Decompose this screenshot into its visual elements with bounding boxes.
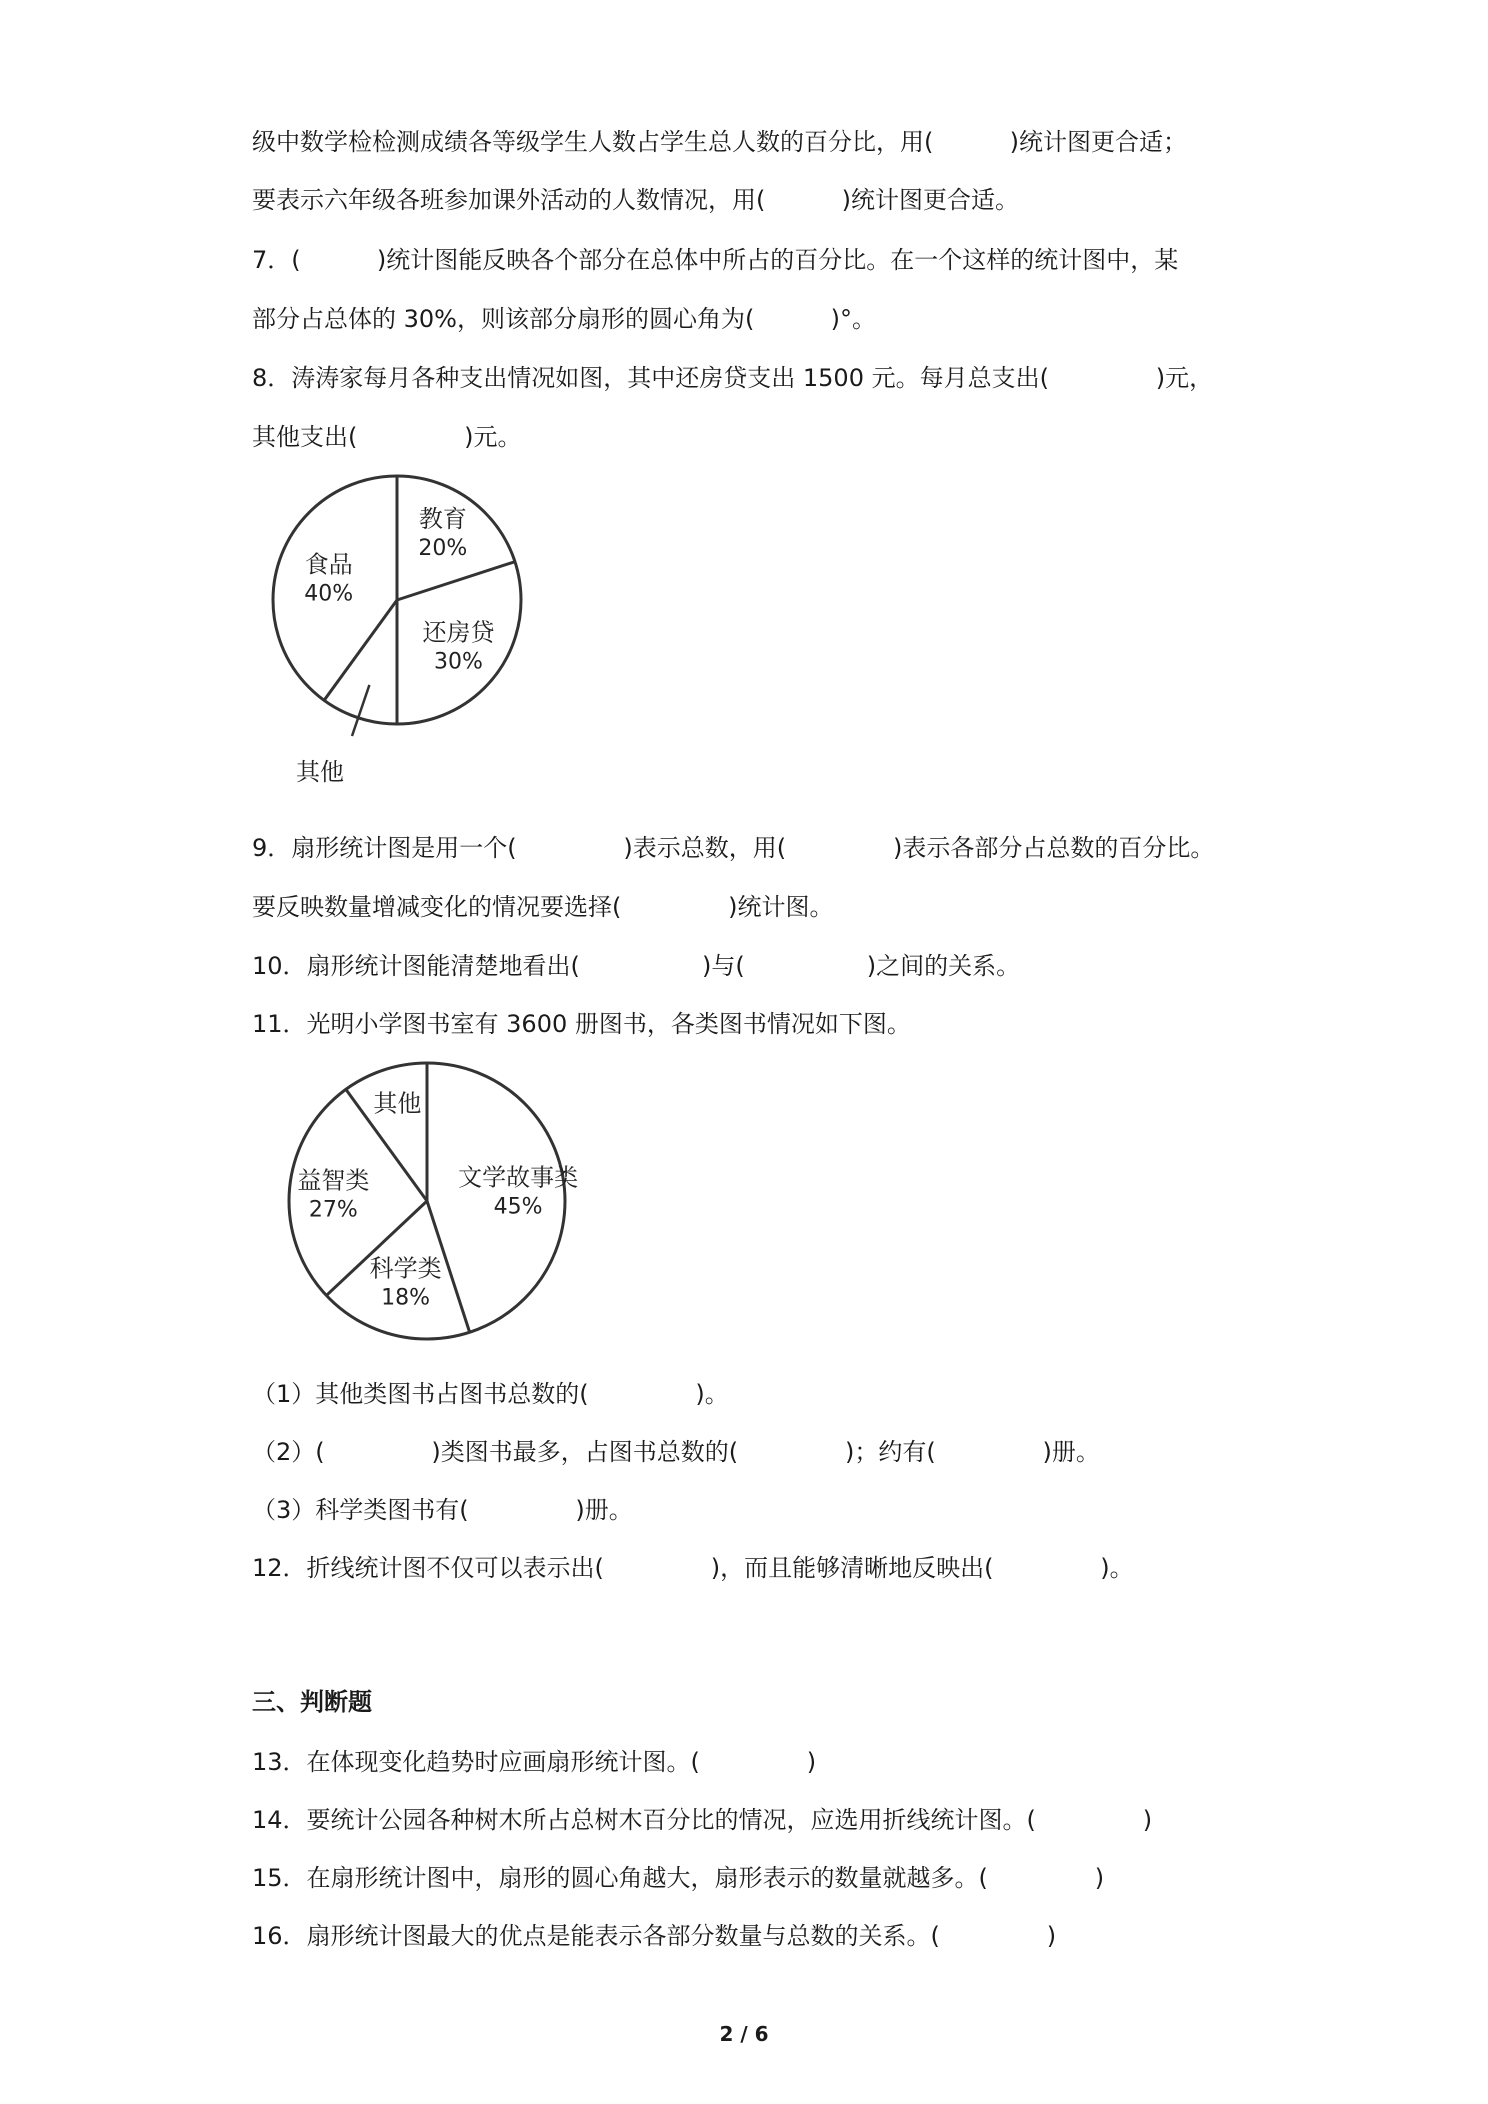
q9-text-line1: 9．扇形统计图是用一个( )表示总数，用( )表示各部分占总数的百分比。: [252, 834, 1215, 862]
section3-title: 三、判断题: [252, 1688, 372, 1716]
slice-percent-科学类: 18%: [381, 1285, 431, 1311]
expense-pie-chart: [260, 470, 590, 800]
slice-name-其他: 其他: [373, 1089, 422, 1118]
q7-text-line1: 7．( )统计图能反映各个部分在总体中所占的百分比。在一个这样的统计图中，某: [252, 246, 1179, 274]
books-pie-chart: [280, 1055, 580, 1355]
q7-text-line2: 部分占总体的 30%，则该部分扇形的圆心角为( )°。: [252, 305, 876, 333]
q11-part1: （1）其他类图书占图书总数的( )。: [252, 1380, 729, 1408]
slice-name-文学故事类: 文学故事类: [458, 1163, 579, 1192]
slice-name-食品: 食品: [304, 550, 353, 579]
q10-text: 10．扇形统计图能清楚地看出( )与( )之间的关系。: [252, 952, 1021, 980]
page-number: 2 / 6: [719, 2022, 769, 2046]
q6-text-line2: 要表示六年级各班参加课外活动的人数情况，用( )统计图更合适。: [252, 186, 1020, 214]
q16-text: 16．扇形统计图最大的优点是能表示各部分数量与总数的关系。( ): [252, 1922, 1057, 1950]
slice-percent-教育: 20%: [418, 535, 468, 561]
q15-text: 15．在扇形统计图中，扇形的圆心角越大，扇形表示的数量就越多。( ): [252, 1864, 1105, 1892]
q11-text: 11．光明小学图书室有 3600 册图书，各类图书情况如下图。: [252, 1010, 911, 1038]
q14-text: 14．要统计公园各种树木所占总树木百分比的情况，应选用折线统计图。( ): [252, 1806, 1153, 1834]
q6-text-line1: 级中数学检检测成绩各等级学生人数占学生总人数的百分比，用( )统计图更合适；: [252, 128, 1188, 156]
slice-name-其他: 其他: [296, 758, 344, 786]
q8-text-line2: 其他支出( )元。: [252, 423, 522, 451]
slice-percent-益智类: 27%: [308, 1197, 358, 1223]
q12-text: 12．折线统计图不仅可以表示出( )，而且能够清晰地反映出( )。: [252, 1554, 1134, 1582]
q13-text: 13．在体现变化趋势时应画扇形统计图。( ): [252, 1748, 817, 1776]
q11-part2: （2）( )类图书最多，占图书总数的( )；约有( )册。: [252, 1438, 1100, 1466]
slice-name-教育: 教育: [418, 504, 467, 533]
q8-text-line1: 8．涛涛家每月各种支出情况如图，其中还房贷支出 1500 元。每月总支出( )元，: [252, 364, 1214, 392]
slice-name-科学类: 科学类: [369, 1254, 442, 1283]
q11-part3: （3）科学类图书有( )册。: [252, 1496, 633, 1524]
slice-name-还房贷: 还房贷: [422, 618, 495, 647]
slice-percent-还房贷: 30%: [434, 649, 483, 675]
q9-text-line2: 要反映数量增减变化的情况要选择( )统计图。: [252, 893, 834, 921]
slice-name-益智类: 益智类: [297, 1166, 370, 1195]
slice-percent-文学故事类: 45%: [493, 1194, 543, 1220]
slice-percent-食品: 40%: [304, 581, 354, 607]
